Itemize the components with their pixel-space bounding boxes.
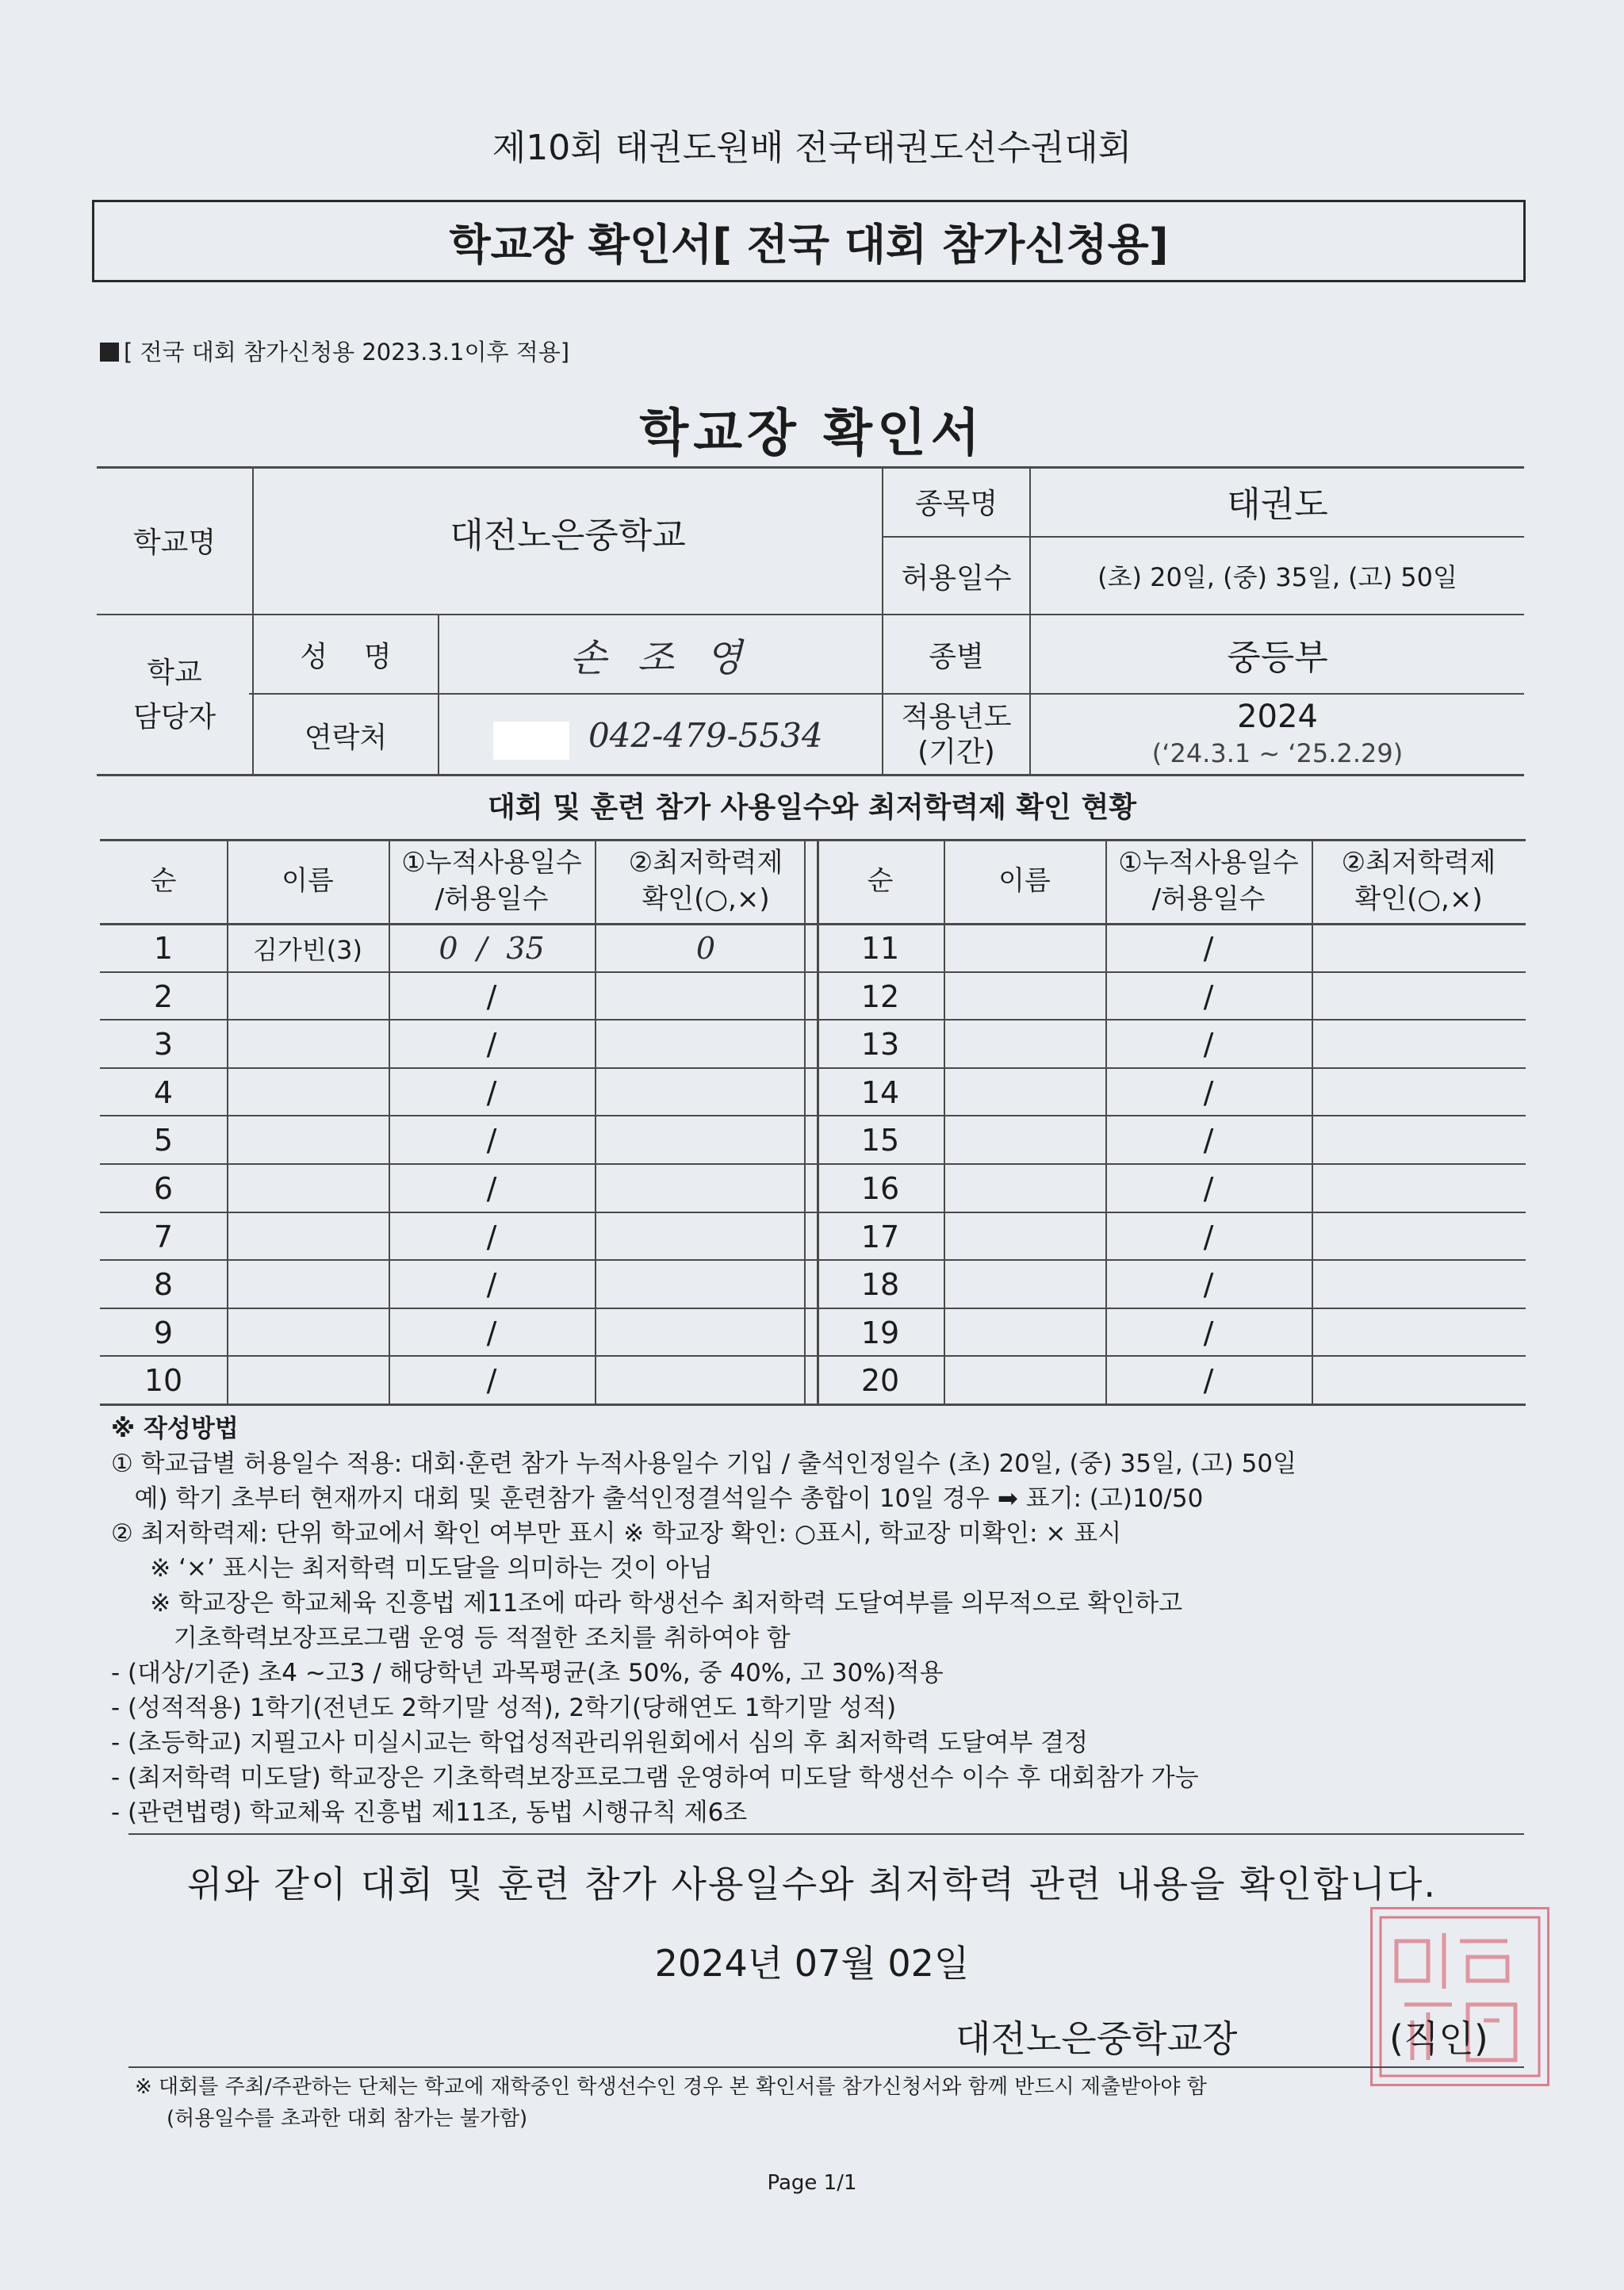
applicability-note (100, 335, 569, 367)
usage-table (100, 839, 1526, 1403)
days-separator: / (486, 1074, 497, 1110)
header-check (1312, 839, 1526, 923)
days-separator: / (1203, 1074, 1214, 1110)
note-text: [ 전국 대회 참가신청용 2023.3.1이후 적용] (124, 339, 570, 366)
header-check-line-1: ②최저학력제 (628, 847, 783, 879)
row-number: 3 (153, 1026, 174, 1062)
row-number: 1 (153, 930, 174, 966)
row-number: 5 (153, 1122, 174, 1158)
school-label: 학교명 (132, 526, 216, 559)
row-number: 20 (860, 1362, 900, 1398)
header-days-line-2: /허용일수 (435, 883, 549, 915)
year-label (883, 695, 1029, 775)
row-number: 2 (153, 978, 174, 1014)
header-name: 이름 (282, 865, 334, 897)
year-label-line-1: 적용년도 (901, 701, 1012, 733)
name-label: 성 명 (300, 640, 392, 673)
days-separator: / (486, 1170, 497, 1206)
main-title: 학교장 확인서 (639, 404, 985, 463)
footnote (135, 2071, 1207, 2135)
days-separator: / (1203, 978, 1214, 1014)
info-table (97, 466, 1524, 777)
instruction-line: - (대상/기준) 초4 ~고3 / 해당학년 과목평균(초 50%, 중 40%, 고 30%)적용 (111, 1659, 944, 1687)
page-number: Page 1/1 (767, 2171, 857, 2195)
row-number: 4 (153, 1074, 174, 1110)
footnote-line-1: ※ 대회를 주최/주관하는 단체는 학교에 재학중인 학생선수인 경우 본 확인서를 참가신청서와 함께 반드시 제출받아야 함 (135, 2075, 1207, 2099)
days-cell (389, 925, 595, 971)
staff-label-line-1: 학교 (147, 657, 202, 689)
event-name: 태권도 (1227, 484, 1328, 525)
instruction-line: - (관련법령) 학교체육 진흥법 제11조, 동법 시행규칙 제6조 (111, 1798, 748, 1827)
year: 2024 (1237, 699, 1318, 735)
days-separator: / (486, 978, 497, 1014)
header-days-line-2: /허용일수 (1151, 883, 1266, 915)
used-days: 0 (439, 930, 458, 966)
year-label-line-2: (기간) (917, 736, 995, 768)
school-name: 대전노은중학교 (450, 515, 686, 556)
row-number: 11 (860, 930, 900, 966)
row-number: 14 (860, 1074, 900, 1110)
confirmation-statement: 위와 같이 대회 및 훈련 참가 사용일수와 최저학력 관련 내용을 확인합니다. (187, 1863, 1437, 1905)
row-number: 13 (860, 1026, 900, 1062)
row-number: 18 (860, 1266, 900, 1302)
event-label: 종목명 (914, 487, 998, 520)
instruction-line: ② 최저학력제: 단위 학교에서 확인 여부만 표시 ※ 학교장 확인: ○표시, 학교장 미확인: × 표시 (111, 1519, 1122, 1548)
staff-label-line-2: 담당자 (132, 701, 216, 733)
row-number: 19 (860, 1315, 900, 1350)
header-name: 이름 (998, 865, 1051, 897)
days-separator: / (486, 1266, 497, 1302)
row-number: 7 (153, 1219, 174, 1254)
athlete-name: 김가빈(3) (252, 934, 363, 965)
days-separator: / (486, 1026, 497, 1062)
header-no: 순 (150, 865, 177, 897)
staff-label (97, 615, 252, 775)
staff-name: 손 조 영 (569, 635, 752, 680)
issue-date: 2024년 07월 02일 (654, 1942, 970, 1985)
instruction-line: ※ ‘×’ 표시는 최저학력 미도달을 의미하는 것이 아님 (111, 1554, 713, 1583)
allowed-days: (초) 20일, (중) 35일, (고) 50일 (1097, 562, 1457, 592)
days-separator: / (1203, 1122, 1214, 1158)
principal-name: 대전노은중학교장 (956, 2017, 1238, 2060)
days-separator: / (486, 1122, 497, 1158)
document-title: 학교장 확인서[ 전국 대회 참가신청용] (92, 200, 1526, 282)
days-separator: / (1203, 1026, 1214, 1062)
seal-label: (직인) (1389, 2017, 1488, 2060)
row-number: 9 (153, 1315, 174, 1350)
contact-number: 042-479-5534 (588, 715, 823, 755)
header-check-line-1: ②최저학력제 (1341, 847, 1496, 879)
header-check-line-2: 확인(○,×) (642, 883, 770, 915)
header-days-line-1: ①누적사용일수 (1118, 847, 1299, 879)
instruction-line: - (최저학력 미도달) 학교장은 기초학력보장프로그램 운영하여 미도달 학생선수 이수 후 대회참가 가능 (111, 1763, 1199, 1792)
header-no: 순 (867, 865, 894, 897)
instruction-line: 예) 학기 초부터 현재까지 대회 및 훈련참가 출석인정결석일수 총합이 10일 경우 ➡ 표기: (고)10/50 (111, 1484, 1204, 1513)
category-label: 종별 (929, 640, 984, 673)
instruction-line: - (초등학교) 지필고사 미실시교는 학업성적관리위원회에서 심의 후 최저학력 도달여부 결정 (111, 1729, 1089, 1757)
instructions (111, 1411, 1522, 1830)
competition-title: 제10회 태권도원배 전국태권도선수권대회 (492, 128, 1132, 168)
days-separator: / (1203, 1315, 1214, 1350)
instruction-line: ① 학교급별 허용일수 적용: 대회·훈련 참가 누적사용일수 기입 / 출석인정일수 (초) 20일, (중) 35일, (고) 50일 (111, 1449, 1297, 1478)
row-number: 17 (860, 1219, 900, 1254)
instruction-line: - (성적적용) 1학기(전년도 2학기말 성적), 2학기(당해연도 1학기말 성적) (111, 1694, 897, 1722)
days-separator: / (1203, 1362, 1214, 1398)
instruction-line: ※ 작성방법 (111, 1415, 239, 1443)
row-number: 15 (860, 1122, 900, 1158)
row-number: 8 (153, 1266, 174, 1302)
category: 중등부 (1227, 638, 1328, 678)
days-separator: / (1203, 1266, 1214, 1302)
row-number: 6 (153, 1170, 174, 1206)
allowed-days-label: 허용일수 (901, 561, 1012, 595)
days-separator: / (1203, 1219, 1214, 1254)
period: (‘24.3.1 ~ ‘25.2.29) (1151, 738, 1404, 768)
header-days (1105, 839, 1312, 923)
header-days-line-1: ①누적사용일수 (401, 847, 582, 879)
check-mark: 0 (695, 930, 716, 966)
year-cell (1031, 695, 1524, 775)
square-bullet-icon (100, 343, 119, 362)
days-separator: / (486, 1362, 497, 1398)
header-days (389, 839, 595, 923)
row-number: 10 (144, 1362, 183, 1398)
row-number: 16 (860, 1170, 900, 1206)
days-separator: / (1203, 930, 1214, 966)
row-number: 12 (860, 978, 900, 1014)
footnote-line-2: (허용일수를 초과한 대회 참가는 불가함) (167, 2107, 528, 2131)
header-check (595, 839, 817, 923)
days-separator: / (486, 1219, 497, 1254)
days-separator: / (1203, 1170, 1214, 1206)
days-separator: / (477, 930, 488, 966)
allowed-days-value: 35 (506, 930, 545, 966)
contact-label: 연락처 (304, 721, 388, 754)
instruction-line: ※ 학교장은 학교체육 진흥법 제11조에 따라 학생선수 최저학력 도달여부를 의무적으로 확인하고 (111, 1589, 1183, 1618)
section-title: 대회 및 훈련 참가 사용일수와 최저학력제 확인 현황 (487, 791, 1137, 824)
instruction-line: 기초학력보장프로그램 운영 등 적절한 조치를 취하여야 함 (111, 1624, 791, 1652)
redaction-box (493, 722, 569, 760)
header-check-line-2: 확인(○,×) (1354, 883, 1483, 915)
days-separator: / (486, 1315, 497, 1350)
